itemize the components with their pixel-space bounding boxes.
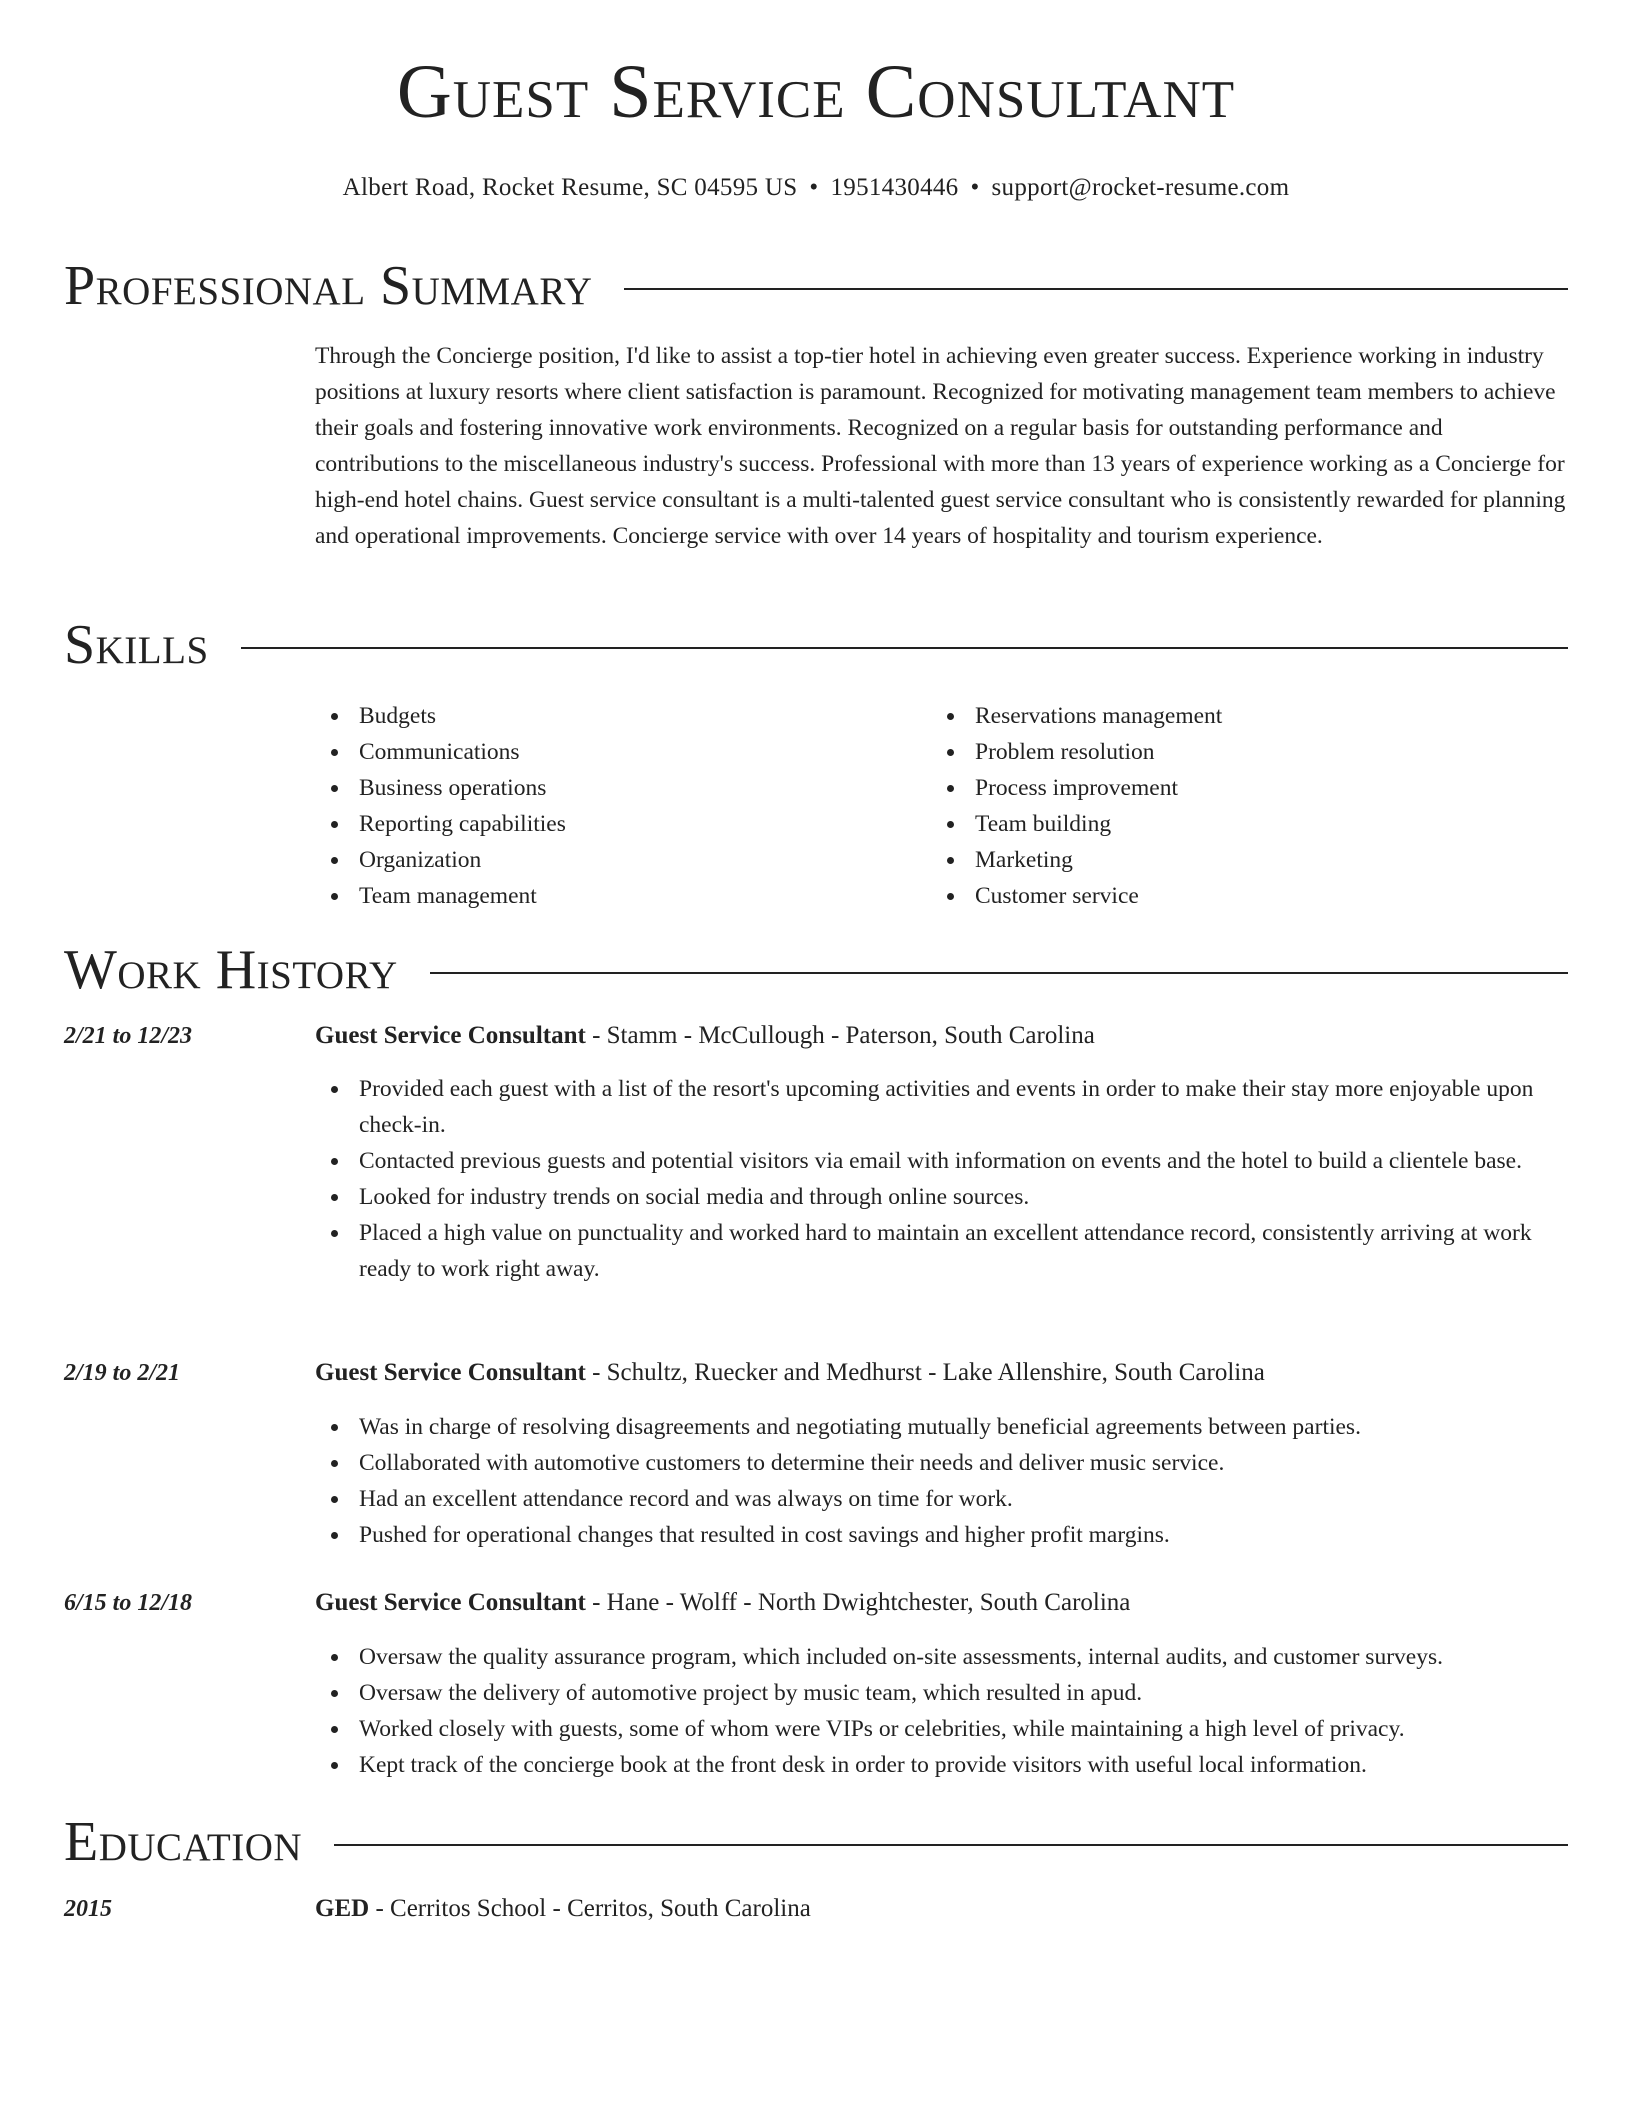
job-bullet-list (315, 1409, 1568, 1553)
skill-item: Reporting capabilities (315, 806, 915, 842)
education-degree: GED (315, 1895, 370, 1922)
job-bullet: Had an excellent attendance record and was always on time for work. (315, 1481, 1568, 1517)
section-header-work-history (64, 938, 1568, 1002)
job-dates: 2/19 to 2/21 (64, 1360, 181, 1386)
education-school-location: - Cerritos School - Cerritos, South Carolina (369, 1895, 811, 1922)
job-bullet-list (315, 1639, 1568, 1783)
education-heading (315, 1891, 1568, 1927)
contact-separator: • (809, 174, 819, 201)
job-bullet: Oversaw the delivery of automotive project by music team, which resulted in apud. (315, 1675, 1568, 1711)
section-divider (241, 647, 1568, 649)
section-title-skills: Skills (64, 614, 209, 676)
job-bullet: Was in charge of resolving disagreements and negotiating mutually beneficial agreements between parties. (315, 1409, 1568, 1445)
skill-item: Communications (315, 734, 915, 770)
job-bullet: Contacted previous guests and potential visitors via email with information on events and the hotel to build a clientele base. (315, 1143, 1568, 1179)
skill-item: Team management (315, 878, 915, 914)
contact-separator: • (970, 174, 980, 201)
section-divider (334, 1844, 1568, 1846)
skill-item: Organization (315, 842, 915, 878)
summary-text: Through the Concierge position, I'd like to assist a top-tier hotel in achieving even greater success. Experience working in industry positions at luxury resorts where client satisfaction is paramount. Recognized for motivating management team members to achieve their goals and fostering innovative work environments. Recognized on a regular basis for outstanding performance and contributions to the miscellaneous industry's success. Professional with more than 13 years of experience working as a Concierge for high-end hotel chains. Guest service consultant is a multi-talented guest service consultant who is consistently rewarded for planning and operational improvements. Concierge service with over 14 years of hospitality and tourism experience. (315, 343, 1566, 549)
skill-item: Budgets (315, 698, 915, 734)
resume-name: Guest Service Consultant (396, 50, 1236, 134)
contact-line (0, 173, 1632, 203)
job-dates: 2/21 to 12/23 (64, 1023, 193, 1049)
job-bullet: Provided each guest with a list of the resort's upcoming activities and events in order to make their stay more enjoyable upon check-in. (315, 1071, 1568, 1143)
job-bullet: Kept track of the concierge book at the front desk in order to provide visitors with useful local information. (315, 1747, 1568, 1783)
section-header-summary (64, 254, 1568, 318)
address: Albert Road, Rocket Resume, SC 04595 US (342, 174, 798, 201)
section-title-summary: Professional Summary (64, 255, 593, 317)
job-bullet: Collaborated with automotive customers to determine their needs and deliver music service. (315, 1445, 1568, 1481)
skill-item: Reservations management (931, 698, 1531, 734)
section-header-education (64, 1810, 1568, 1874)
job-bullet: Pushed for operational changes that resulted in cost savings and higher profit margins. (315, 1517, 1568, 1553)
skills-list-right (931, 698, 1531, 914)
job-title: Guest Service Consultant (315, 1359, 586, 1386)
skill-item: Team building (931, 806, 1531, 842)
skill-item: Problem resolution (931, 734, 1531, 770)
job-employer-location: - Schultz, Ruecker and Medhurst - Lake Allenshire, South Carolina (585, 1359, 1265, 1386)
section-divider (624, 288, 1568, 290)
job-bullet: Placed a high value on punctuality and worked hard to maintain an excellent attendance record, consistently arriving at work ready to work right away. (315, 1215, 1568, 1287)
phone: 1951430446 (830, 174, 959, 201)
skill-item: Business operations (315, 770, 915, 806)
job-dates: 6/15 to 12/18 (64, 1590, 193, 1616)
job-bullet: Looked for industry trends on social media and through online sources. (315, 1179, 1568, 1215)
skill-item: Customer service (931, 878, 1531, 914)
job-title: Guest Service Consultant (315, 1589, 586, 1616)
skill-item: Process improvement (931, 770, 1531, 806)
education-year: 2015 (64, 1896, 112, 1922)
job-employer-location: - Stamm - McCullough - Paterson, South Carolina (585, 1022, 1095, 1049)
skills-list-left (315, 698, 915, 914)
job-heading (315, 1018, 1568, 1054)
job-bullet: Worked closely with guests, some of whom were VIPs or celebrities, while maintaining a high level of privacy. (315, 1711, 1568, 1747)
section-title-work-history: Work History (64, 939, 398, 1001)
section-title-education: Education (64, 1811, 303, 1873)
job-bullet: Oversaw the quality assurance program, which included on-site assessments, internal audits, and customer surveys. (315, 1639, 1568, 1675)
job-heading (315, 1585, 1568, 1621)
section-divider (430, 972, 1568, 974)
job-bullet-list (315, 1071, 1568, 1287)
section-header-skills (64, 613, 1568, 677)
email: support@rocket-resume.com (991, 174, 1290, 201)
job-employer-location: - Hane - Wolff - North Dwightchester, South Carolina (585, 1589, 1131, 1616)
job-title: Guest Service Consultant (315, 1022, 586, 1049)
job-heading (315, 1355, 1568, 1391)
skill-item: Marketing (931, 842, 1531, 878)
